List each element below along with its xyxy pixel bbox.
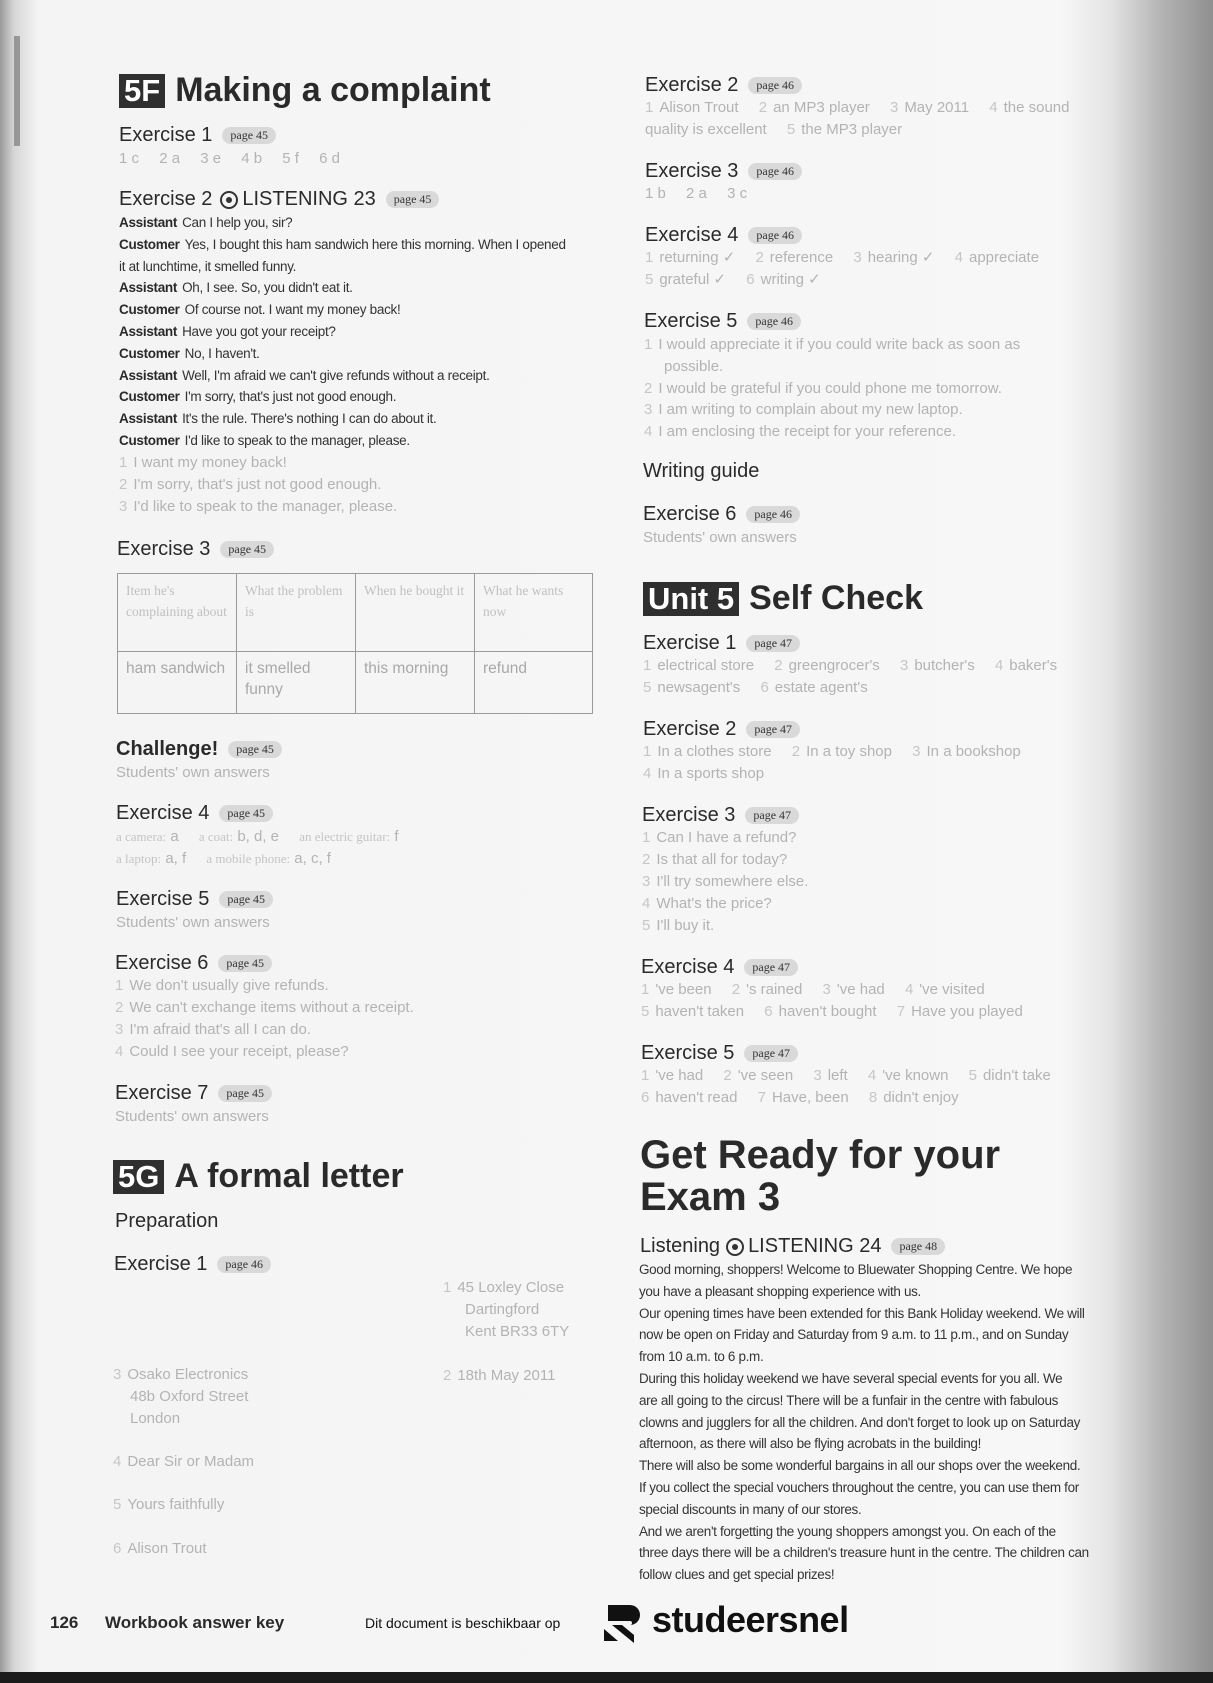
answer: Students' own answers <box>115 1108 269 1125</box>
exercise-title: Exercise 3 <box>642 804 736 826</box>
answer-line <box>119 148 340 170</box>
exercise-title: Exercise 1 <box>643 632 737 654</box>
unit-5-heading <box>643 579 923 618</box>
exercise-title: Exercise 4 <box>116 802 210 824</box>
footer-label: Workbook answer key <box>105 1613 285 1632</box>
listening-label: LISTENING 24 <box>748 1235 882 1257</box>
page-tag: page 46 <box>748 77 802 94</box>
section-5g-heading <box>113 1157 404 1196</box>
exercise-heading <box>640 1235 945 1258</box>
page-tag: page 46 <box>217 1256 271 1273</box>
exercise-heading <box>642 804 799 827</box>
table-header: Item he's complaining about <box>118 574 237 652</box>
exercise-title: Exercise 3 <box>645 160 739 182</box>
answer-list: 1 We don't usually give refunds. 2 We can't exchange items without a receipt. 3 I'm afraid that's all I can do. 4 Could I see your receipt, please? <box>115 977 414 1060</box>
exercise-title: Exercise 5 <box>644 310 738 332</box>
unit-title: Self Check <box>749 579 923 617</box>
exercise-title: Challenge! <box>116 738 219 760</box>
table-header: When he bought it <box>356 574 475 652</box>
page-tag: page 45 <box>222 127 276 144</box>
page-tag: page 45 <box>386 191 440 208</box>
listening-transcript: Good morning, shoppers! Welcome to Bluewater Shopping Centre. We hope you have a pleasant shopping experience with us. Our opening times have been extended for this Bank Holiday weekend. We will now be open on Friday and Saturday from 9 a.m. to 11 p.m., and on Sunday from 10 a.m. to 6 p.m. During this holiday weekend we have several special events for you all. We are all going to the circus! There will be a funfair in the centre with fabulous clowns and jugglers for all the children. And don't forget to look up on Saturday afternoon, as there will also be flying acrobats in the building! There will also be some wonderful bargains in all our shops over the weekend. If you collect the special vouchers throughout the centre, you can use them for special discounts in many of our stores. And we aren't forgetting the young shoppers amongst you. On each of the three days there will be a children's treasure hunt in the centre. The children can follow clues and get special prizes! <box>639 1262 1089 1583</box>
exercise-heading <box>643 632 800 655</box>
table-cell: this morning <box>356 652 475 714</box>
section-5f-heading <box>119 71 491 110</box>
exercise-heading <box>116 888 273 911</box>
section-code: 5F <box>119 74 165 108</box>
exercise-title: Exercise 1 <box>114 1253 208 1275</box>
answer-line: 6 haven't read 7 Have, been 8 didn't enjoy <box>641 1089 959 1106</box>
section-title: Making a complaint <box>175 71 491 109</box>
exam-title <box>640 1134 1000 1218</box>
availability-note: Dit document is beschikbaar op <box>365 1615 561 1631</box>
answer-line: 4 In a sports shop <box>643 765 765 782</box>
answer-list: 1 Can I have a refund? 2 Is that all for today? 3 I'll try somewhere else. 4 What's the price? 5 I'll buy it. <box>642 829 809 934</box>
signature-name: 6 Alison Trout <box>113 1540 207 1557</box>
page-tag: page 46 <box>748 227 802 244</box>
exercise-title: Exercise 6 <box>643 503 737 525</box>
exercise-title: Exercise 4 <box>641 956 735 978</box>
answer: Students' own answers <box>116 764 270 781</box>
exam-title-line: Get Ready for your <box>640 1133 1001 1177</box>
answer-line: a laptop: a, f a mobile phone: a, c, f <box>116 850 331 867</box>
answer-line: 1 've been 2 's rained 3 've had 4 've visited <box>641 981 985 998</box>
unit-code: Unit 5 <box>643 582 739 616</box>
page-tag: page 45 <box>218 955 272 972</box>
page-tag: page 48 <box>891 1238 945 1255</box>
answer-line: 1 b 2 a 3 c <box>645 185 748 202</box>
page-tag: page 47 <box>746 635 800 652</box>
listening-label: LISTENING 23 <box>242 188 376 210</box>
table-header: What he wants now <box>475 574 593 652</box>
answer-line: 5 grateful ✓ 6 writing ✓ <box>645 271 821 288</box>
page-number: 126 <box>50 1613 79 1632</box>
exercise-heading <box>641 1042 798 1065</box>
section-title: A formal letter <box>174 1157 404 1195</box>
exercise-title: Exercise 3 <box>117 538 211 560</box>
answer: Students' own answers <box>643 529 797 546</box>
answer-line: 1 returning ✓ 2 reference 3 hearing ✓ 4 appreciate <box>645 249 1040 266</box>
subheading: Preparation <box>115 1210 219 1232</box>
page-tag: page 47 <box>746 721 800 738</box>
exercise-heading <box>116 738 282 761</box>
answer: 5 f <box>282 150 299 167</box>
answer-line: 1 've had 2 've seen 3 left 4 've known 5 didn't take <box>641 1067 1051 1084</box>
answer-line: 1 In a clothes store 2 In a toy shop 3 In a bookshop <box>643 743 1021 760</box>
exercise-title: Exercise 6 <box>115 952 209 974</box>
exercise-title: Exercise 7 <box>115 1082 209 1104</box>
exercise-heading <box>119 124 276 147</box>
table-cell: ham sandwich <box>118 652 237 714</box>
letter-date: 2 18th May 2011 <box>443 1367 556 1384</box>
page-tag: page 46 <box>748 163 802 180</box>
answer-line: quality is excellent 5 the MP3 player <box>645 121 903 138</box>
studeersnel-brand-link[interactable]: studeersnel <box>652 1599 849 1640</box>
exercise-heading <box>645 160 802 183</box>
page-tag: page 45 <box>228 741 282 758</box>
answer: Students' own answers <box>116 914 270 931</box>
answer: 2 a <box>159 150 181 167</box>
answer-line: 1 electrical store 2 greengrocer's 3 butcher's 4 baker's <box>643 657 1058 674</box>
recipient-address: 3 Osako Electronics 48b Oxford Street London <box>113 1366 249 1427</box>
answer-line: 5 haven't taken 6 haven't bought 7 Have you played <box>641 1003 1023 1020</box>
exercise-heading <box>119 188 439 211</box>
exercise-title: Exercise 2 <box>645 74 739 96</box>
answer-line: 1 Alison Trout 2 an MP3 player 3 May 2011 4 the sound <box>645 99 1070 116</box>
answer-list: 1 I would appreciate it if you could write back as soon as possible. 2 I would be grateful if you could phone me tomorrow. 3 I am writing to complain about my new laptop. 4 I am enclosing the receipt for your reference. <box>644 336 1021 441</box>
exercise-title: Exercise 2 <box>119 188 213 210</box>
exercise-heading <box>645 74 802 97</box>
salutation: 4 Dear Sir or Madam <box>113 1453 255 1470</box>
exercise-heading <box>115 952 272 975</box>
page-tag: page 45 <box>219 805 273 822</box>
exercise-heading <box>117 538 274 561</box>
letter-address: 1 45 Loxley Close Dartingford Kent BR33 6TY <box>443 1279 570 1340</box>
page-tag: page 45 <box>220 541 274 558</box>
closing: 5 Yours faithfully <box>113 1496 225 1513</box>
page-tag: page 45 <box>219 891 273 908</box>
exercise-heading <box>641 956 798 979</box>
answer: 1 c <box>119 150 140 167</box>
answer: 4 b <box>241 150 263 167</box>
page-tag: page 47 <box>745 807 799 824</box>
exercise-heading <box>645 224 802 247</box>
exercise-title: Exercise 4 <box>645 224 739 246</box>
page-tag: page 46 <box>746 506 800 523</box>
page-tag: page 47 <box>744 959 798 976</box>
exam-title-line: Exam 3 <box>640 1175 781 1219</box>
table-cell: refund <box>475 652 593 714</box>
exercise-title: Exercise 5 <box>116 888 210 910</box>
answer: 6 d <box>319 150 340 167</box>
answer-line: a camera: a a coat: b, d, e an electric guitar: f <box>116 828 399 845</box>
cd-icon <box>726 1238 744 1256</box>
scan-edge <box>0 1672 1213 1683</box>
exercise-heading <box>644 310 801 333</box>
cd-icon <box>220 191 238 209</box>
section-code: 5G <box>113 1160 164 1194</box>
studeersnel-logo-icon[interactable] <box>598 1599 646 1647</box>
answer: 3 e <box>200 150 222 167</box>
answer-line: 5 newsagent's 6 estate agent's <box>643 679 868 696</box>
exercise-heading <box>116 802 273 825</box>
subheading: Writing guide <box>643 460 760 482</box>
table-cell: it smelled funny <box>237 652 356 714</box>
complaint-table <box>117 573 593 714</box>
exercise-title: Listening <box>640 1235 721 1257</box>
exercise-heading <box>114 1253 271 1276</box>
exercise-title: Exercise 1 <box>119 124 213 146</box>
dialogue: Assistant Can I help you, sir? Customer Yes, I bought this ham sandwich here this morning. When I opened it at lunchtime, it smelled funny. Assistant Oh, I see. So, you didn't eat it. Customer Of course not. I want my money back! Assistant Have you got your receipt? Customer No, I haven't. Assistant Well, I'm afraid we can't give refunds without a receipt. Customer I'm sorry, that's just not good enough. Assistant It's the rule. There's nothing I can do about it. Customer I'd like to speak to the manager, please. 1 I want my money back! 2 I'm sorry, that's just not good enough. 3 I'd like to speak to the manager, please. <box>119 215 566 515</box>
exercise-title: Exercise 5 <box>641 1042 735 1064</box>
table-header: What the problem is <box>237 574 356 652</box>
exercise-title: Exercise 2 <box>643 718 737 740</box>
exercise-heading <box>115 1082 272 1105</box>
page-tag: page 47 <box>744 1045 798 1062</box>
exercise-heading <box>643 718 800 741</box>
page-tag: page 45 <box>218 1085 272 1102</box>
exercise-heading <box>643 503 800 526</box>
binding-shadow <box>14 36 20 146</box>
page-tag: page 46 <box>747 313 801 330</box>
